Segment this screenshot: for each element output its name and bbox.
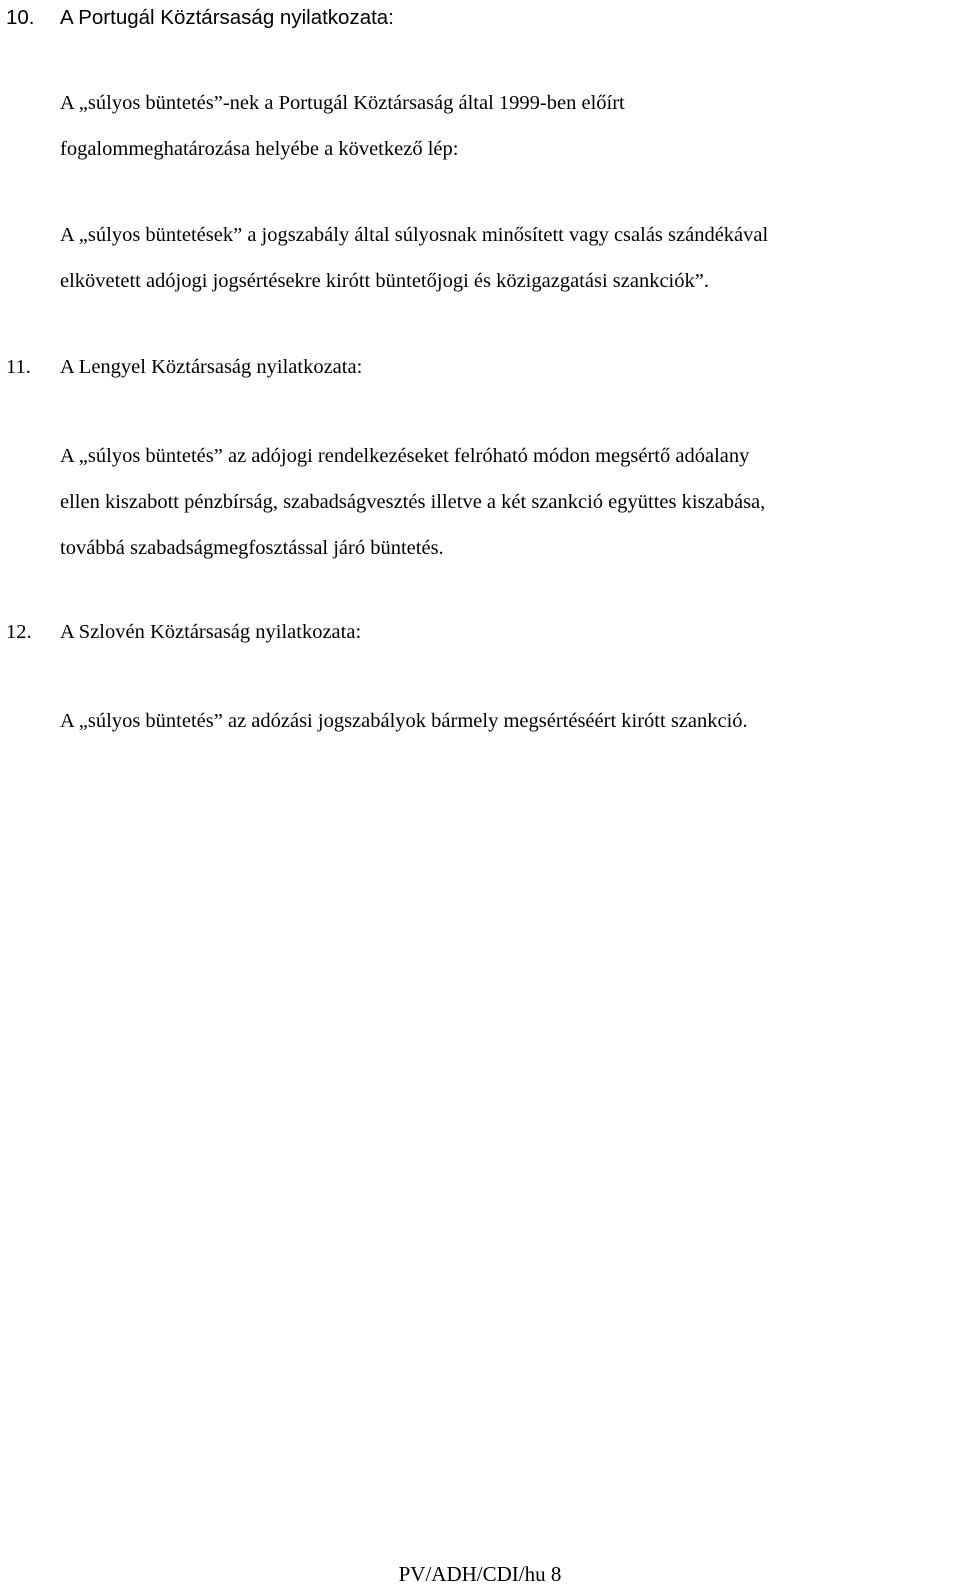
- item-10-paragraph-1: [60, 80, 956, 172]
- item-10-heading: [6, 3, 950, 33]
- page-footer: PV/ADH/CDI/hu 8: [398, 1562, 562, 1586]
- paragraph-line: ellen kiszabott pénzbírság, szabadságvesztés illetve a két szankció együttes kiszabása,: [60, 491, 766, 513]
- item-12-heading: [6, 617, 950, 647]
- paragraph-line: A „súlyos büntetések” a jogszabály által súlyosnak minősített vagy csalás szándékával: [60, 224, 769, 246]
- paragraph-line: A „súlyos büntetés” az adózási jogszabályok bármely megsértéséért kirótt szankció.: [60, 710, 748, 732]
- item-11-paragraph-1: [60, 433, 956, 571]
- item-12-paragraph-1: [60, 698, 956, 744]
- item-11-heading: [6, 352, 950, 382]
- item-heading-text: A Portugál Köztársaság nyilatkozata:: [60, 6, 394, 29]
- item-heading-text: A Lengyel Köztársaság nyilatkozata:: [60, 356, 363, 378]
- paragraph-line: elkövetett adójogi jogsértésekre kirótt büntetőjogi és közigazgatási szankciók”.: [60, 270, 709, 292]
- item-number: 11.: [6, 356, 31, 378]
- item-heading-text: A Szlovén Köztársaság nyilatkozata:: [60, 621, 362, 643]
- paragraph-line: továbbá szabadságmegfosztással járó büntetés.: [60, 537, 444, 559]
- item-number: 10.: [6, 6, 35, 29]
- paragraph-line: fogalommeghatározása helyébe a következő lép:: [60, 138, 459, 160]
- paragraph-line: A „súlyos büntetés”-nek a Portugál Köztársaság által 1999-ben előírt: [60, 92, 625, 114]
- item-10-paragraph-2: [60, 212, 956, 304]
- item-number: 12.: [6, 621, 32, 643]
- paragraph-line: A „súlyos büntetés” az adójogi rendelkezéseket felróható módon megsértő adóalany: [60, 445, 750, 467]
